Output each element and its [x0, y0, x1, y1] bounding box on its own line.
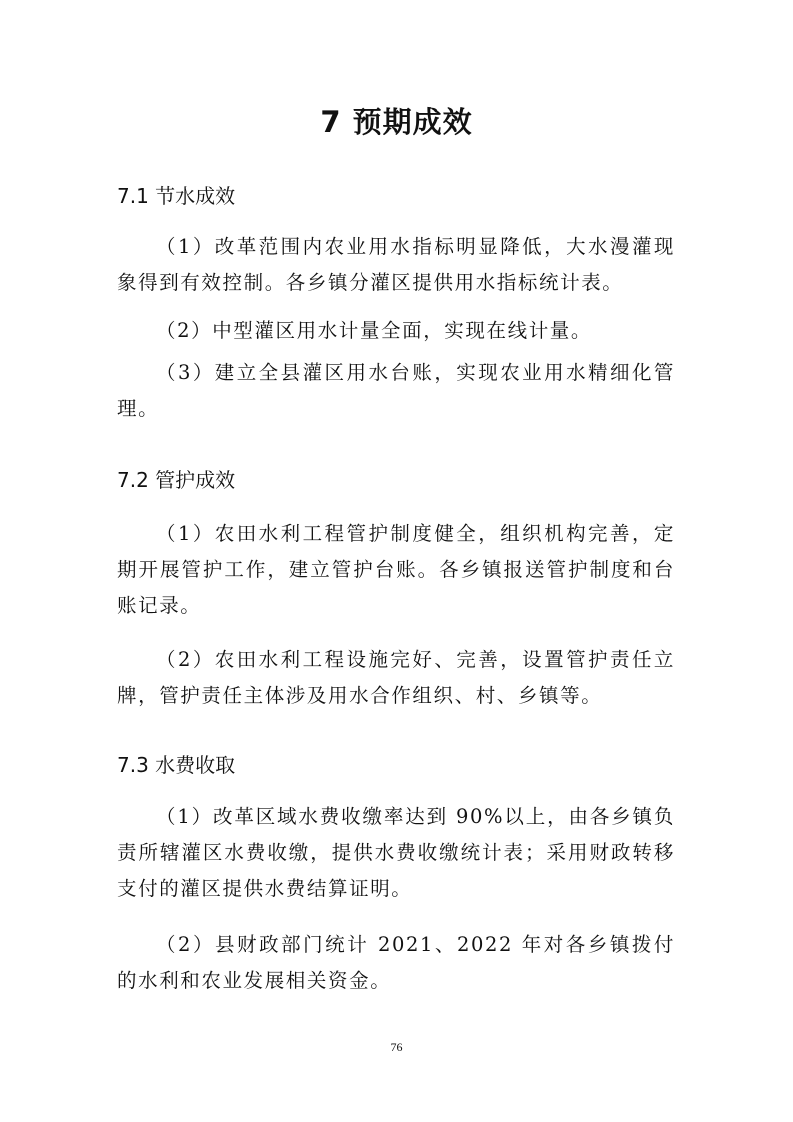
paragraph: （2）县财政部门统计 2021、2022 年对各乡镇拨付的水利和农业发展相关资金。	[117, 933, 675, 992]
paragraph: （2）农田水利工程设施完好、完善，设置管护责任立牌，管护责任主体涉及用水合作组织、村、乡镇等。	[117, 648, 675, 707]
paragraph: （1）农田水利工程管护制度健全，组织机构完善，定期开展管护工作，建立管护台账。各乡镇报送管护制度和台账记录。	[117, 522, 675, 617]
paragraph: （3）建立全县灌区用水台账，实现农业用水精细化管理。	[117, 361, 675, 420]
paragraph: （2）中型灌区用水计量全面，实现在线计量。	[156, 319, 593, 342]
page-title: 7 预期成效	[320, 105, 473, 139]
section-heading-7-3: 7.3 水费收取	[117, 753, 236, 777]
paragraph: （1）改革区域水费收缴率达到 90%以上，由各乡镇负责所辖灌区水费收缴，提供水费收缴统计表；采用财政转移支付的灌区提供水费结算证明。	[117, 805, 675, 900]
paragraph: （1）改革范围内农业用水指标明显降低，大水漫灌现象得到有效控制。各乡镇分灌区提供用水指标统计表。	[117, 235, 675, 294]
section-heading-7-2: 7.2 管护成效	[117, 468, 236, 492]
section-heading-7-1: 7.1 节水成效	[117, 184, 236, 208]
page-number: 76	[390, 1040, 403, 1054]
